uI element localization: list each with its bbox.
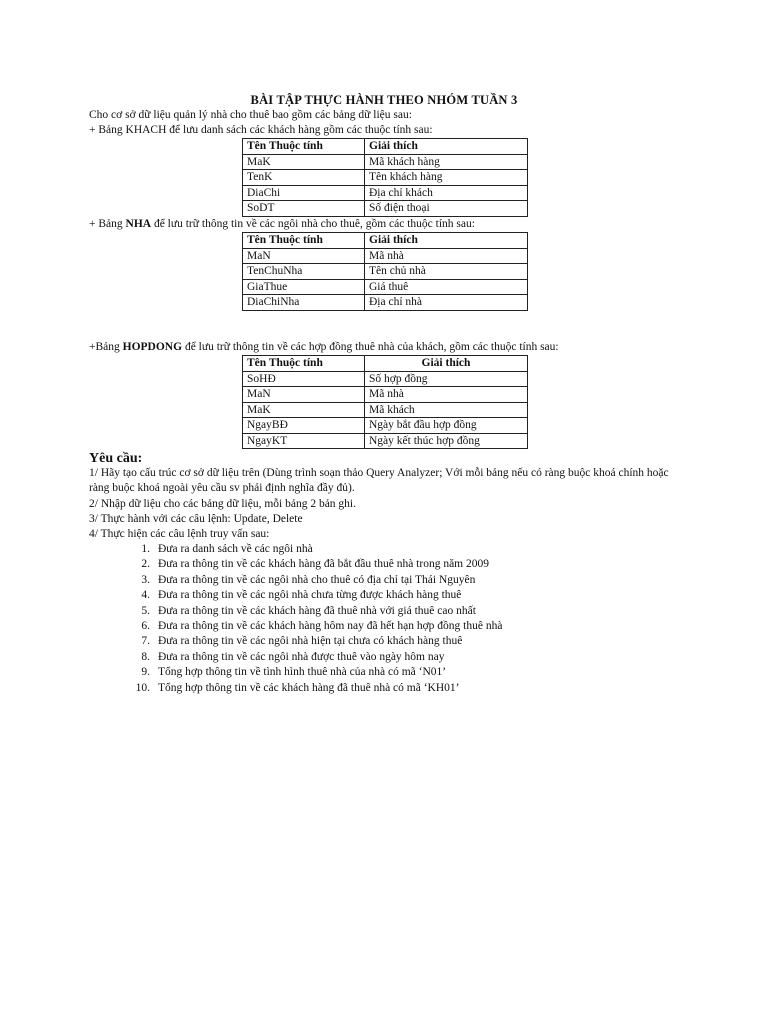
table-row [243, 201, 528, 217]
description-cell: Mã nhà [365, 387, 528, 403]
description-cell: Địa chỉ nhà [365, 295, 528, 311]
nha-heading-post: để lưu trữ thông tin về các ngôi nhà cho thuê, gồm các thuộc tính sau: [151, 218, 475, 230]
table-row [243, 387, 528, 403]
attribute-cell: GiaThue [243, 279, 365, 295]
hopdong-heading [89, 340, 559, 354]
table-row [243, 170, 528, 186]
requirement-2: 2/ Nhập dữ liệu cho các bảng dữ liệu, mỗi bảng 2 bản ghi. [89, 498, 356, 510]
list-number: 3. [141, 573, 150, 586]
requirement-1: 1/ Hãy tạo cấu trúc cơ sở dữ liệu trên (Dùng trình soạn thảo Query Analyzer; Với mỗi bảng nếu có ràng buộc khoá chính hoặc ràng buộc khoá ngoài yêu cầu sv phải định nghĩa đầy đủ). [89, 467, 669, 495]
description-cell: Ngày kết thúc hợp đồng [365, 433, 528, 449]
list-number: 2. [141, 558, 150, 571]
description-cell: Ngày bắt đầu hợp đồng [365, 418, 528, 434]
list-item [130, 557, 502, 572]
list-number: 6. [141, 619, 150, 632]
hopdong-table [242, 355, 528, 449]
requirements-heading: Yêu cầu: [89, 451, 143, 466]
table-header-row [243, 356, 528, 372]
list-text: Đưa ra danh sách về các ngôi nhà [158, 543, 313, 555]
hopdong-heading-bold: HOPDONG [122, 341, 183, 353]
list-item [130, 542, 502, 557]
intro-text: Cho cơ sở dữ liệu quản lý nhà cho thuê bao gồm các bảng dữ liệu sau: [89, 109, 412, 121]
nha-heading-pre: + Bảng [89, 218, 126, 230]
attribute-cell: NgayKT [243, 433, 365, 449]
list-number: 7. [141, 635, 150, 648]
list-item [130, 588, 502, 603]
list-text: Đưa ra thông tin về các ngôi nhà chưa từng được khách hàng thuê [158, 589, 462, 602]
list-text: Đưa ra thông tin về các ngôi nhà cho thuê có địa chỉ tại Thái Nguyên [158, 573, 476, 586]
table-row [243, 279, 528, 295]
khach-table [242, 138, 528, 217]
attribute-cell: TenChuNha [243, 264, 365, 280]
hopdong-heading-pre: +Bảng [89, 341, 123, 353]
list-text: Đưa ra thông tin về các ngôi nhà hiện tại chưa có khách hàng thuê [158, 635, 463, 648]
table-header-row [243, 139, 528, 155]
column-header: Giải thích [365, 233, 528, 249]
query-list [130, 542, 502, 696]
description-cell: Tên khách hàng [365, 170, 528, 186]
table-row [243, 418, 528, 434]
description-cell: Giá thuê [365, 279, 528, 295]
list-text: Đưa ra thông tin về các khách hàng đã bắt đầu thuê nhà trong năm 2009 [158, 558, 490, 571]
description-cell: Số điện thoại [365, 201, 528, 217]
attribute-cell: TenK [243, 170, 365, 186]
attribute-cell: DiaChiNha [243, 295, 365, 311]
list-item [130, 573, 502, 588]
list-item [130, 634, 502, 649]
list-item [130, 619, 502, 634]
column-header: Giải thích [365, 139, 528, 155]
hopdong-heading-post: để lưu trữ thông tin về các hợp đồng thuê nhà của khách, gồm các thuộc tính sau: [182, 341, 559, 353]
table-row [243, 185, 528, 201]
nha-heading-bold: NHA [125, 218, 152, 230]
table-row [243, 248, 528, 264]
table-row [243, 264, 528, 280]
attribute-cell: SoDT [243, 201, 365, 217]
description-cell: Mã khách [365, 402, 528, 418]
attribute-cell: DiaChi [243, 185, 365, 201]
nha-table [242, 232, 528, 311]
list-item [130, 681, 502, 696]
list-text: Đưa ra thông tin về các khách hàng hôm nay đã hết hạn hợp đồng thuê nhà [158, 619, 503, 632]
attribute-cell: MaK [243, 154, 365, 170]
table-row [243, 402, 528, 418]
column-header: Giải thích [365, 356, 528, 372]
nha-heading [89, 217, 475, 231]
list-number: 5. [141, 604, 150, 617]
description-cell: Địa chỉ khách [365, 185, 528, 201]
list-text: Tổng hợp thông tin về tình hình thuê nhà của nhà có mã ‘N01’ [158, 666, 447, 679]
document-title: BÀI TẬP THỰC HÀNH THEO NHÓM TUẦN 3 [250, 93, 518, 107]
description-cell: Số hợp đồng [365, 371, 528, 387]
attribute-cell: MaK [243, 402, 365, 418]
list-number: 10. [135, 681, 150, 694]
table-row [243, 154, 528, 170]
list-text: Đưa ra thông tin về các khách hàng đã thuê nhà với giá thuê cao nhất [158, 604, 476, 617]
description-cell: Tên chủ nhà [365, 264, 528, 280]
khach-heading: + Bảng KHACH để lưu danh sách các khách hàng gồm các thuộc tính sau: [89, 124, 433, 136]
attribute-cell: NgayBĐ [243, 418, 365, 434]
attribute-cell: MaN [243, 387, 365, 403]
list-number: 1. [141, 543, 150, 555]
column-header: Tên Thuộc tính [243, 139, 365, 155]
column-header: Tên Thuộc tính [243, 356, 365, 372]
attribute-cell: MaN [243, 248, 365, 264]
description-cell: Mã khách hàng [365, 154, 528, 170]
table-header-row [243, 233, 528, 249]
list-number: 9. [141, 666, 150, 679]
description-cell: Mã nhà [365, 248, 528, 264]
table-row [243, 433, 528, 449]
list-text: Tổng hợp thông tin về các khách hàng đã thuê nhà có mã ‘KH01’ [158, 681, 460, 694]
requirement-3: 3/ Thực hành với các câu lệnh: Update, Delete [89, 513, 303, 525]
list-number: 4. [141, 589, 150, 602]
list-item [130, 604, 502, 619]
list-item [130, 665, 502, 680]
list-number: 8. [141, 650, 150, 663]
column-header: Tên Thuộc tính [243, 233, 365, 249]
requirement-4: 4/ Thực hiện các câu lệnh truy vấn sau: [89, 528, 270, 540]
list-text: Đưa ra thông tin về các ngôi nhà được thuê vào ngày hôm nay [158, 650, 445, 663]
table-row [243, 371, 528, 387]
table-row [243, 295, 528, 311]
list-item [130, 650, 502, 665]
attribute-cell: SoHĐ [243, 371, 365, 387]
